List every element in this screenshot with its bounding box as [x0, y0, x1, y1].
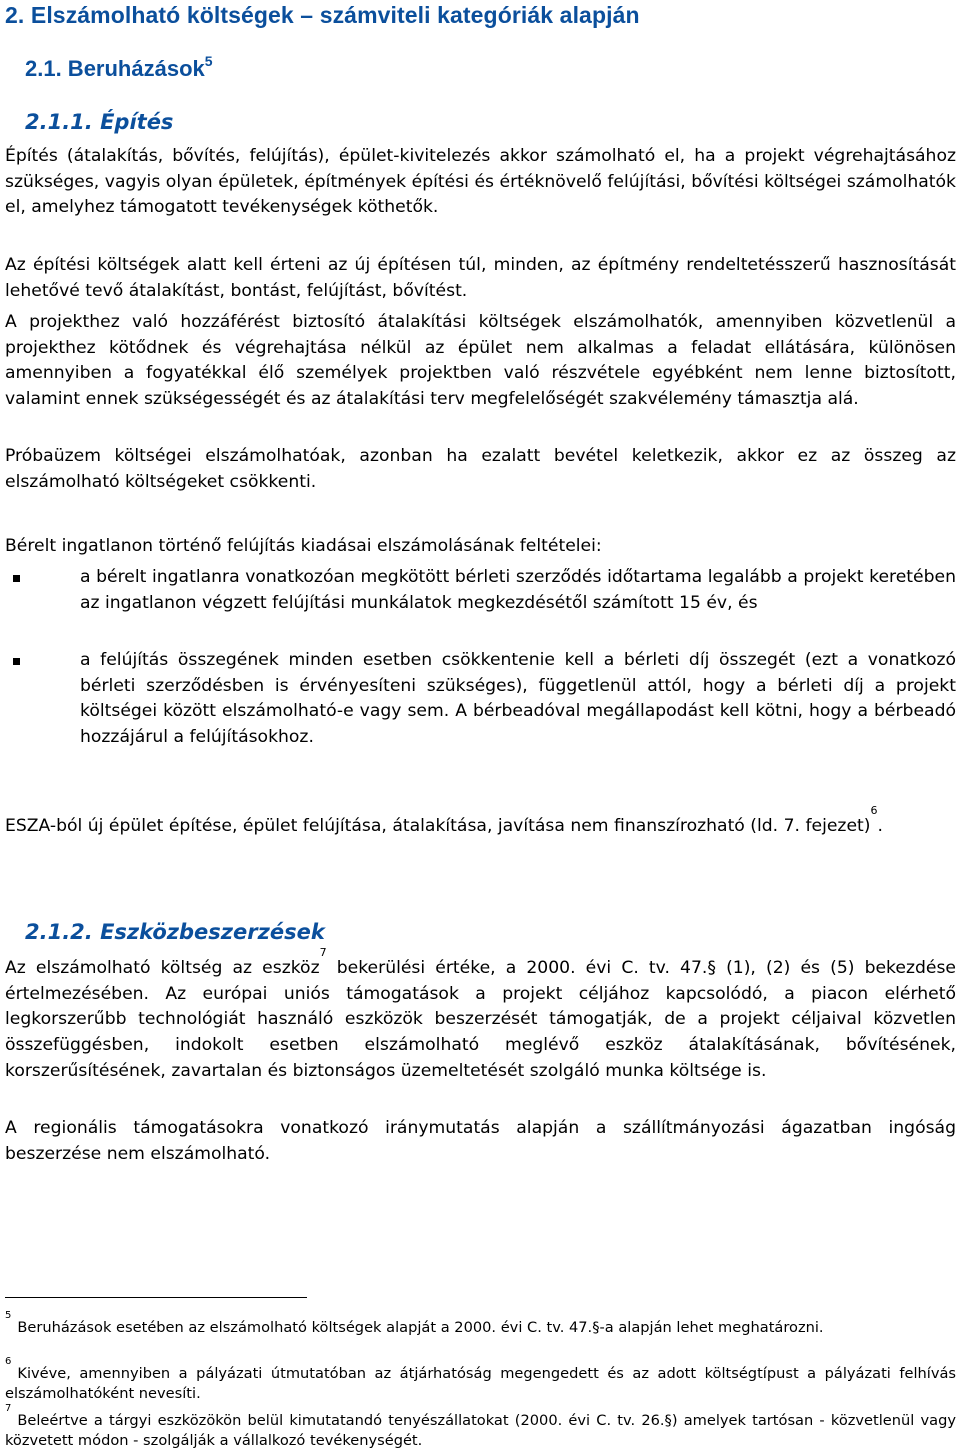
- paragraph: [5, 804, 956, 840]
- footnote-number: 7: [5, 1403, 12, 1414]
- section-heading: 2. Elszámolható költségek – számviteli kategóriák alapján: [5, 2, 640, 28]
- footnote: [5, 1310, 956, 1338]
- footnote: [5, 1356, 956, 1404]
- footnote-text: Beleértve a tárgyi eszközökön belül kimutatandó tenyészállatokat (2000. évi C. tv. 26.§) amelyek tartósan - közvetlenül vagy közvetett módon - szolgálják a vállalkozó tevékenységét.: [5, 1412, 956, 1449]
- subsection-heading-text: 2.1. Beruházások: [25, 56, 205, 81]
- subsubsection-heading-eszkozbeszerzesek: 2.1.2. Eszközbeszerzések: [25, 920, 325, 944]
- footnote-number: 5: [5, 1310, 12, 1321]
- paragraph-text: .: [877, 816, 883, 836]
- subsubsection-heading-epites: 2.1.1. Építés: [25, 110, 174, 134]
- bullet-square-icon: [13, 575, 20, 582]
- footnote-ref: 5: [204, 53, 213, 69]
- paragraph: A projekthez való hozzáférést biztosító átalakítási költségek elszámolhatók, amennyiben közvetlenül a projekthez kötődnek és végrehajtása nélkül az épület nem alkalmas a feladat ellátására, különösen amennyiben a fogyatékkal élő személyek projektben való részvétele egyébként nem lenne biztosított, valamint ennek szükségességét és az átalakítási terv megfelelőségét szakvélemény támasztja alá.: [5, 312, 956, 410]
- list-item: a bérelt ingatlanra vonatkozóan megkötött bérleti szerződés időtartama legalább a projekt keretében az ingatlanon végzett felújítási munkálatok megkezdésétől számított 15 év, és: [80, 567, 956, 613]
- paragraph-text: Az elszámolható költség az eszköz: [5, 958, 320, 978]
- paragraph-text: ESZA-ból új épület építése, épület felújítása, átalakítása, javítása nem finanszírozható (ld. 7. fejezet): [5, 816, 871, 836]
- paragraph: Bérelt ingatlanon történő felújítás kiadásai elszámolásának feltételei:: [5, 536, 602, 556]
- list-item: a felújítás összegének minden esetben csökkentenie kell a bérleti díj összegét (ezt a vonatkozó bérleti szerződésben is érvényesíteni szükséges), függetlenül attól, hogy a bérleti díj a projekt költségei között elszámolható-e vagy sem. A bérbeadóval megállapodást kell kötni, hogy a bérbeadó hozzájárul a felújításokhoz.: [80, 650, 956, 748]
- paragraph: Az építési költségek alatt kell érteni az új építésen túl, minden, az építmény rendeltetésszerű hasznosítását lehetővé tevő átalakítást, bontást, felújítást, bővítést.: [5, 255, 956, 301]
- subsection-heading: [25, 53, 213, 82]
- footnote-separator: [5, 1297, 307, 1298]
- paragraph: Építés (átalakítás, bővítés, felújítás), épület-kivitelezés akkor számolható el, ha a projekt végrehajtásához szükséges, vagyis olyan épületek, építmények építési és értéknövelő felújítási, bővítési költségei számolhatók el, amelyhez támogatott tevékenységek köthetők.: [5, 146, 956, 218]
- paragraph-text: bekerülési értéke, a 2000. évi C. tv. 47.§ (1), (2) és (5) bekezdése értelmezésében. Az európai uniós támogatások a projekt céljához kapcsolódó, a piacon elérhető legkorszerűbb technológiát használó eszközök beszerzését támogatják, de a projekt céljaival közvetlen összefüggésben, indokolt esetben elszámolható meglévő eszköz átalakításának, bővítésének, korszerűsítésének, zavartalan és biztonságos üzemeltetését szolgáló munka költsége is.: [5, 958, 957, 1081]
- footnote-text: Kivéve, amennyiben a pályázati útmutatóban az átjárhatóság megengedett és az adott költségtípust a pályázati felhívás elszámolhatóként nevesíti.: [5, 1365, 956, 1402]
- footnote-ref: 6: [870, 804, 878, 817]
- paragraph: Próbaüzem költségei elszámolhatóak, azonban ha ezalatt bevétel keletkezik, akkor ez az összeg az elszámolható költségeket csökkenti.: [5, 446, 956, 492]
- footnote-ref: 7: [319, 946, 327, 959]
- paragraph: A regionális támogatásokra vonatkozó iránymutatás alapján a szállítmányozási ágazatban ingóság beszerzése nem elszámolható.: [5, 1118, 956, 1164]
- paragraph: [5, 946, 957, 1085]
- footnote: [5, 1403, 956, 1451]
- bullet-square-icon: [13, 658, 20, 665]
- footnote-number: 6: [5, 1356, 12, 1367]
- footnote-text: Beruházások esetében az elszámolható költségek alapját a 2000. évi C. tv. 47.§-a alapján lehet meghatározni.: [17, 1319, 824, 1336]
